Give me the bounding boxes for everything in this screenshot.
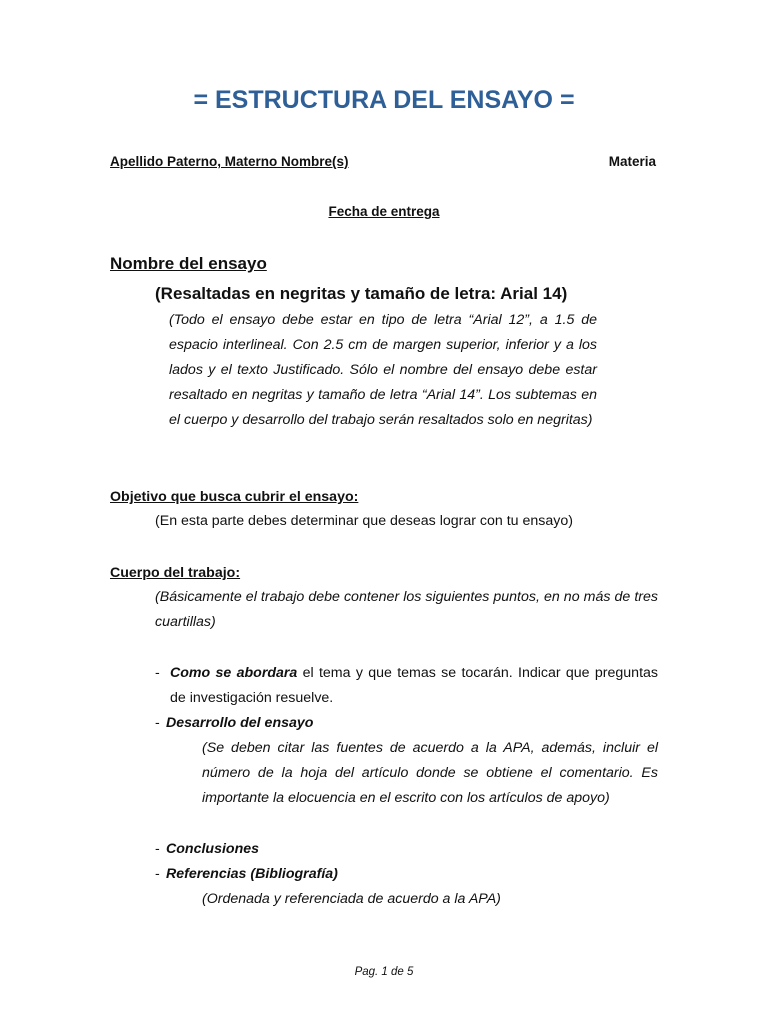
author-label: Apellido Paterno, Materno Nombre(s) [110, 154, 349, 169]
bullet-dash: - [155, 866, 160, 882]
bullet-conclusions: Conclusiones [166, 841, 260, 857]
bullet-dash: - [155, 841, 160, 857]
essay-name-format: (Resaltadas en negritas y tamaño de letra: Arial 14) [155, 284, 568, 303]
objective-text: (En esta parte debes determinar que deseas lograr con tu ensayo) [155, 513, 573, 529]
bullet-dash: - [155, 665, 160, 681]
bullet-development-text: (Se deben citar las fuentes de acuerdo a la APA, además, incluir el número de la hoja del artículo donde se obtiene el comentario. Es importante la elocuencia en el escrito con los artículos de apoyo) [202, 740, 658, 806]
bullet-references: Referencias (Bibliografía) [166, 866, 338, 882]
bullet-approach-text: el tema y que temas se tocarán. Indicar que preguntas de investigación resuelve. [170, 665, 658, 706]
author-line [110, 153, 656, 171]
essay-name-heading: Nombre del ensayo [110, 254, 267, 273]
bullet-dash: - [155, 715, 160, 731]
bullet-approach-bold: Como se abordara [170, 665, 298, 681]
bullet-development: Desarrollo del ensayo [166, 715, 314, 731]
page-footer: Pag. 1 de 5 [354, 966, 414, 978]
bullet-approach [170, 661, 658, 711]
body-heading: Cuerpo del trabajo: [110, 565, 241, 581]
bullet-references-text: (Ordenada y referenciada de acuerdo a la APA) [202, 891, 501, 907]
body-text: (Básicamente el trabajo debe contener los siguientes puntos, en no más de tres cuartillas) [155, 589, 658, 630]
date-label: Fecha de entrega [328, 204, 440, 219]
format-note: (Todo el ensayo debe estar en tipo de letra “Arial 12”, a 1.5 de espacio interlineal. Con 2.5 cm de margen superior, inferior y a los lados y el texto Justificado. Sólo el nombre del ensayo debe estar resaltado en negritas y tamaño de letra “Arial 14”. Los subtemas en el cuerpo y desarrollo del trabajo serán resaltados solo en negritas) [169, 312, 597, 428]
document-title: = ESTRUCTURA DEL ENSAYO = [193, 86, 575, 114]
subject-label: Materia [608, 154, 656, 169]
objective-heading: Objetivo que busca cubrir el ensayo: [110, 489, 359, 505]
